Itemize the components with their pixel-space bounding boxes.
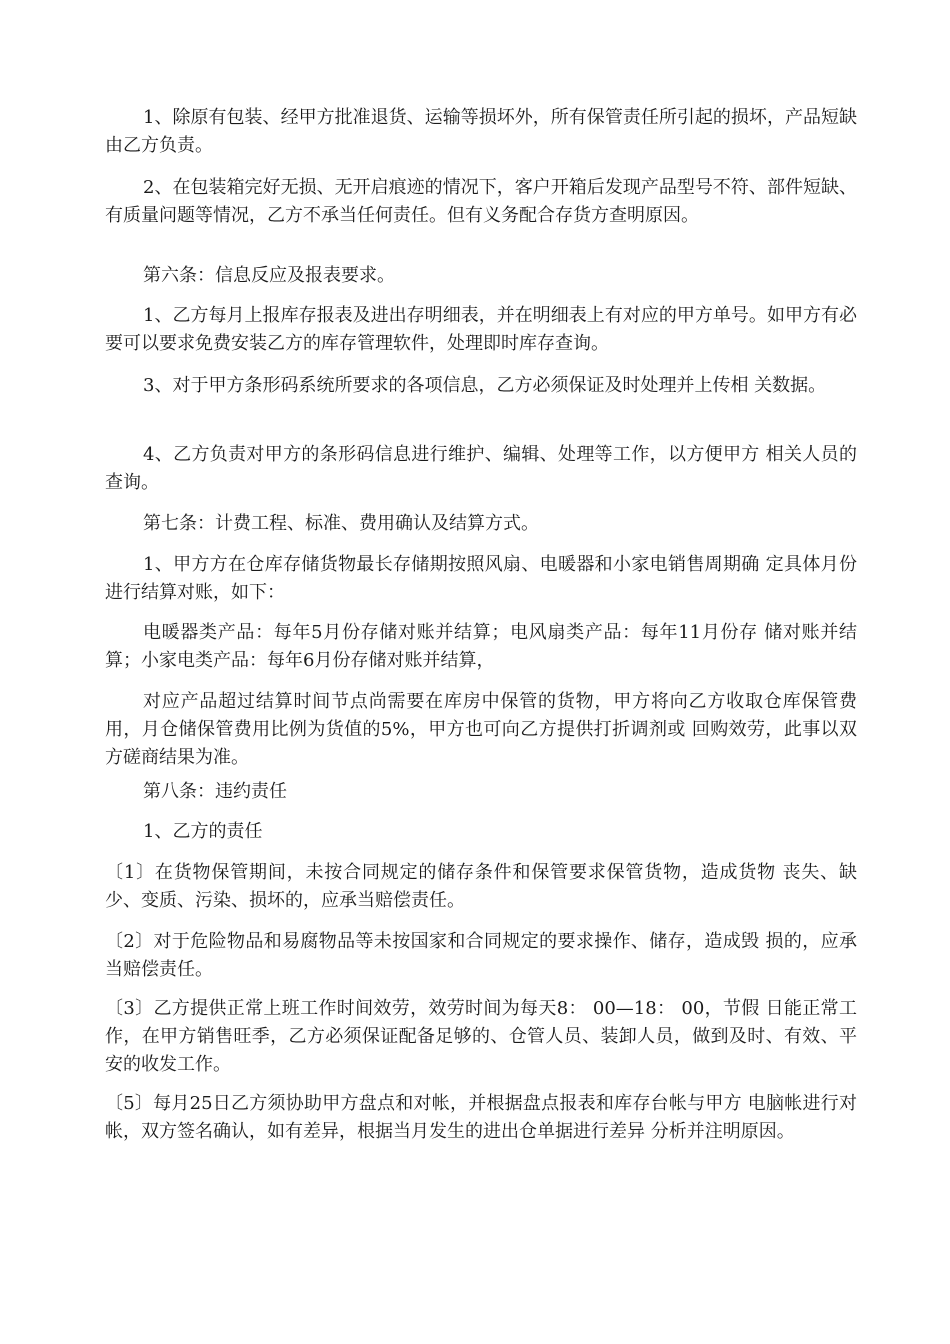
- paragraph-clause-5-item-1: 1、除原有包装、经甲方批准退货、运输等损坏外，所有保管责任所引起的损坏，产品短缺由乙方负责。: [105, 107, 857, 156]
- heading-article-6: 第六条：信息反应及报表要求。: [143, 265, 395, 286]
- heading-article-8: 第八条：违约责任: [143, 781, 287, 802]
- paragraph-article-6-item-4: 4、乙方负责对甲方的条形码信息进行维护、编辑、处理等工作，以方便甲方 相关人员的查询。: [105, 444, 857, 493]
- paragraph-liability-3: 〔3〕乙方提供正常上班工作时间效劳，效劳时间为每天8： 00—18： 00，节假 日能正常工作，在甲方销售旺季，乙方必须保证配备足够的、仓管人员、装卸人员，做到及时、有效、平安的收发工作。: [105, 998, 857, 1075]
- paragraph-liability-1: 〔1〕在货物保管期间，未按合同规定的储存条件和保管要求保管货物，造成货物 丧失、缺少、变质、污染、损坏的，应承当赔偿责任。: [105, 862, 857, 911]
- heading-article-7: 第七条：计费工程、标准、费用确认及结算方式。: [143, 513, 539, 534]
- paragraph-clause-5-item-2: 2、在包装箱完好无损、无开启痕迹的情况下，客户开箱后发现产品型号不符、部件短缺、有质量问题等情况，乙方不承当任何责任。但有义务配合存货方查明原因。: [105, 177, 857, 226]
- paragraph-storage-fee: 对应产品超过结算时间节点尚需要在库房中保管的货物，甲方将向乙方收取仓库保管费用，月仓储保管费用比例为货值的5%，甲方也可向乙方提供打折调剂或 回购效劳，此事以双方磋商结果为准。: [105, 691, 857, 768]
- paragraph-settlement-schedule: 电暖器类产品：每年5月份存储对账并结算；电风扇类产品：每年11月份存 储对账并结算；小家电类产品：每年6月份存储对账并结算，: [105, 622, 857, 671]
- paragraph-liability-2: 〔2〕对于危险物品和易腐物品等未按国家和合同规定的要求操作、储存，造成毁 损的，应承当赔偿责任。: [105, 931, 857, 980]
- paragraph-liability-5: 〔5〕每月25日乙方须协助甲方盘点和对帐，并根据盘点报表和库存台帐与甲方 电脑帐进行对帐，双方签名确认，如有差异，根据当月发生的进出仓单据进行差异 分析并注明原因。: [105, 1093, 857, 1142]
- paragraph-article-6-item-1: 1、乙方每月上报库存报表及进出存明细表，并在明细表上有对应的甲方单号。如甲方有必要可以要求免费安装乙方的库存管理软件，处理即时库存查询。: [105, 305, 857, 354]
- heading-party-b-liability: 1、乙方的责任: [143, 821, 263, 842]
- paragraph-article-6-item-3: 3、对于甲方条形码系统所要求的各项信息，乙方必须保证及时处理并上传相 关数据。: [143, 375, 827, 396]
- paragraph-article-7-item-1: 1、甲方方在仓库存储货物最长存储期按照风扇、电暖器和小家电销售周期确 定具体月份进行结算对账，如下：: [105, 554, 857, 603]
